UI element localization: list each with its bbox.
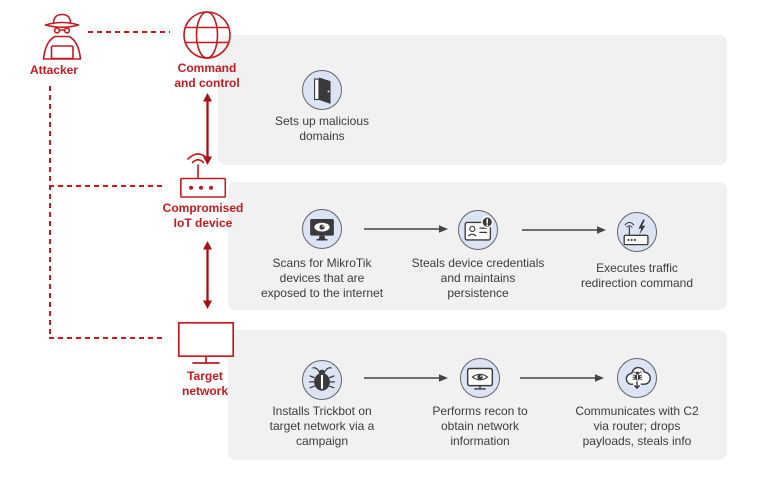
router-lightning-icon bbox=[618, 212, 656, 252]
command-control-label: Command and control bbox=[174, 61, 240, 90]
arrow-right-icon bbox=[364, 373, 448, 383]
lane-band-command-control bbox=[218, 35, 727, 165]
wifi-router-icon bbox=[150, 142, 230, 200]
monitor-eye-icon bbox=[303, 209, 341, 249]
step-caption: Communicates with C2 via router; drops payloads, steals info bbox=[575, 404, 699, 448]
dashed-connector-attacker-c2 bbox=[88, 31, 170, 33]
open-door-icon bbox=[303, 70, 341, 110]
dashed-connector-attacker-vertical bbox=[49, 86, 51, 338]
bug-icon bbox=[303, 360, 341, 400]
attacker-label: Attacker bbox=[29, 63, 79, 77]
double-arrow-iot-target bbox=[200, 241, 215, 309]
credential-card-alert-icon bbox=[459, 210, 497, 250]
attacker-icon bbox=[36, 11, 90, 63]
step-circle bbox=[617, 212, 657, 252]
dashed-connector-attacker-iot bbox=[49, 185, 165, 187]
step-caption: Sets up malicious domains bbox=[274, 114, 370, 143]
step-circle bbox=[617, 358, 657, 398]
step-caption: Performs recon to obtain network information bbox=[432, 404, 528, 448]
step-caption: Executes traffic redirection command bbox=[580, 261, 694, 290]
step-circle bbox=[302, 209, 342, 249]
iot-device-label: Compromised IoT device bbox=[162, 201, 244, 230]
globe-icon bbox=[182, 10, 232, 60]
step-circle bbox=[458, 210, 498, 250]
step-circle bbox=[460, 358, 500, 398]
step-caption: Scans for MikroTik devices that are exposed to the internet bbox=[260, 256, 384, 300]
step-circle bbox=[302, 360, 342, 400]
monitor-icon bbox=[176, 320, 236, 367]
arrow-right-icon bbox=[520, 373, 604, 383]
cloud-bug-download-icon bbox=[618, 358, 656, 398]
step-caption: Installs Trickbot on target network via a campaign bbox=[269, 404, 375, 448]
target-network-label: Target network bbox=[181, 369, 228, 398]
monitor-eye-outline-icon bbox=[461, 358, 499, 398]
step-caption: Steals device credentials and maintains persistence bbox=[411, 256, 545, 300]
dashed-connector-attacker-target bbox=[49, 337, 165, 339]
arrow-right-icon bbox=[364, 224, 448, 234]
arrow-right-icon bbox=[522, 225, 606, 235]
step-circle bbox=[302, 70, 342, 110]
